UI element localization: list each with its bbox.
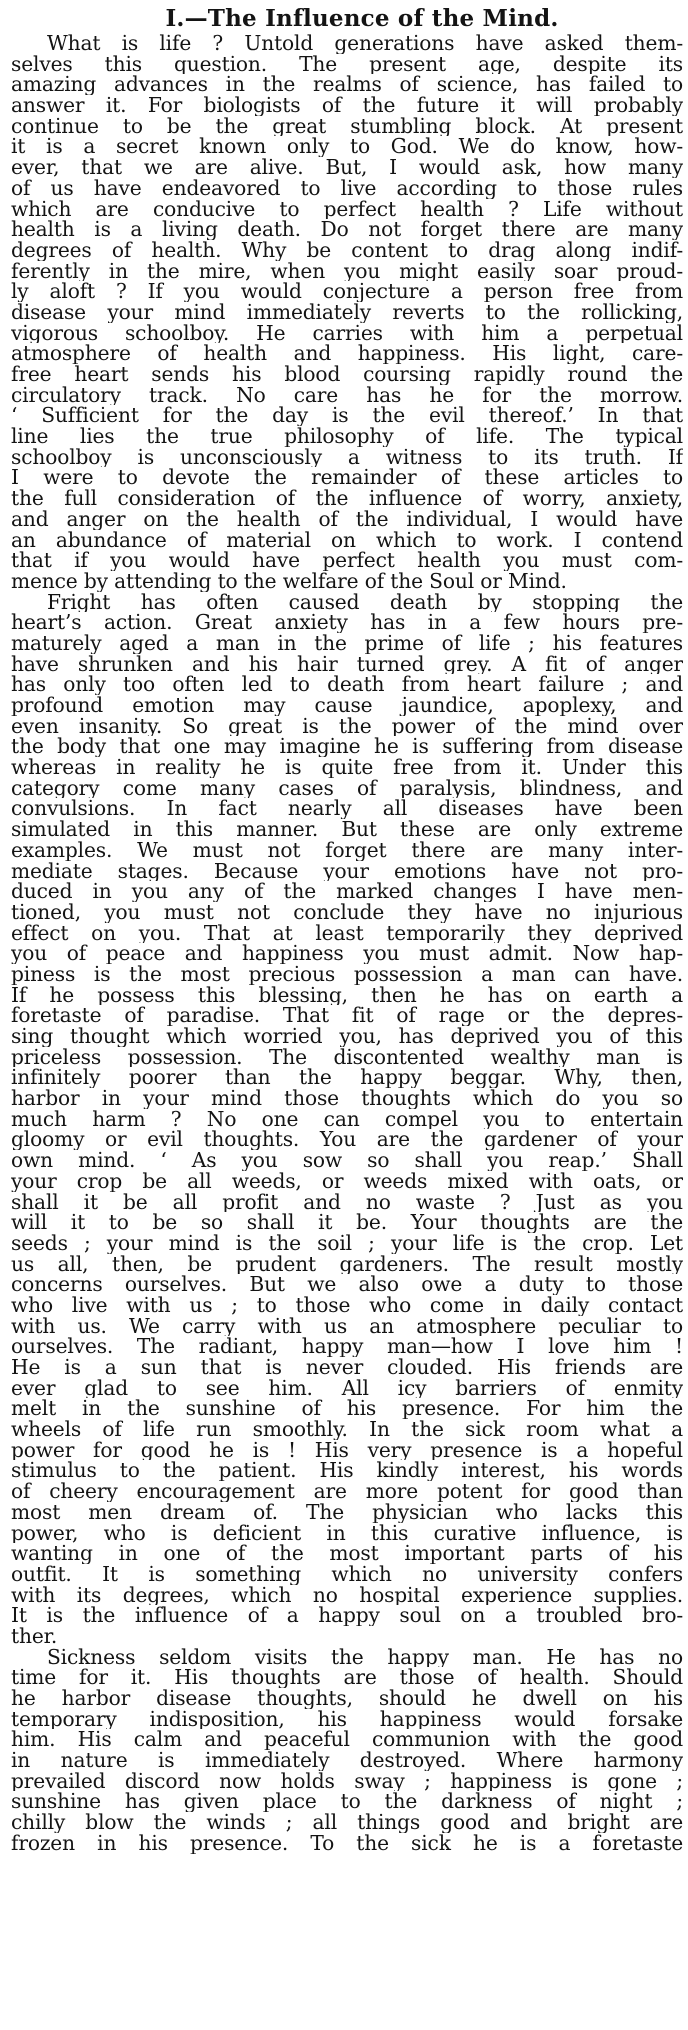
text-line: ever glad to see him. All icy barriers of enmity xyxy=(11,1377,683,1399)
text-line: power for good he is ! His very presence is a hopeful xyxy=(11,1439,683,1461)
text-line: has only too often led to death from heart failure ; and xyxy=(11,674,683,695)
text-line: in nature is immediately destroyed. Where harmony xyxy=(11,1750,683,1771)
text-line: mediate stages. Because your emotions have not pro- xyxy=(11,860,683,882)
text-line: examples. We must not forget there are many inter- xyxy=(11,839,683,861)
text-line: selves this question. The present age, despite its xyxy=(11,53,683,75)
text-line: priceless possession. The discontented wealthy man is xyxy=(11,1046,683,1068)
text-line: duced in you any of the marked changes I have men- xyxy=(11,881,683,902)
text-line: sunshine has given place to the darkness of night ; xyxy=(11,1791,683,1813)
text-line: What is life ? Untold generations have asked them- xyxy=(47,33,683,54)
text-line: profound emotion may cause jaundice, apoplexy, and xyxy=(11,695,683,716)
text-line: wheels of life run smoothly. In the sick room what a xyxy=(11,1419,683,1440)
text-line: atmosphere of health and happiness. His light, care- xyxy=(11,343,683,364)
text-line: an abundance of material on which to work. I contend xyxy=(11,529,683,551)
text-line: of us have endeavored to live according to those rules xyxy=(11,177,683,199)
text-line: degrees of health. Why be content to drag along indif- xyxy=(11,239,683,261)
text-line: sing thought which worried you, has deprived you of this xyxy=(11,1026,683,1047)
text-line: him. His calm and peaceful communion with the good xyxy=(11,1729,683,1751)
text-line: health is a living death. Do not forget there are many xyxy=(11,219,683,240)
text-line: ferently in the mire, when you might easily soar proud- xyxy=(11,260,683,282)
text-line: he harbor disease thoughts, should he dwell on his xyxy=(11,1688,683,1709)
text-line: infinitely poorer than the happy beggar. Why, then, xyxy=(11,1067,683,1089)
text-line: own mind. ‘ As you sow so shall you reap.’ Shall xyxy=(11,1150,683,1171)
text-line: ther. xyxy=(11,1625,58,1647)
text-line: circulatory track. No care has he for the morrow. xyxy=(11,384,683,406)
text-line: much harm ? No one can compel you to entertain xyxy=(11,1108,683,1130)
text-line: maturely aged a man in the prime of life ; his features xyxy=(11,632,683,654)
text-line: prevailed discord now holds sway ; happiness is gone ; xyxy=(11,1770,683,1792)
text-line: us all, then, be prudent gardeners. The result mostly xyxy=(11,1253,683,1275)
text-line: of cheery encouragement are more potent for good than xyxy=(11,1481,683,1502)
text-line: If he possess this blessing, then he has on earth a xyxy=(11,984,683,1006)
text-line: answer it. For biologists of the future it will probably xyxy=(11,95,683,116)
text-line: your crop be all weeds, or weeds mixed with oats, or xyxy=(11,1170,683,1192)
text-line: tioned, you must not conclude they have no injurious xyxy=(11,901,683,923)
text-line: temporary indisposition, his happiness would forsake xyxy=(11,1708,683,1730)
text-line: ly aloft ? If you would conjecture a person free from xyxy=(11,281,683,302)
text-line: that if you would have perfect health you must com- xyxy=(11,550,683,571)
text-line: outfit. It is something which no university confers xyxy=(11,1563,683,1585)
text-line: with us. We carry with us an atmosphere peculiar to xyxy=(11,1315,683,1337)
text-line: chilly blow the winds ; all things good and bright are xyxy=(11,1812,683,1833)
text-line: mence by attending to the welfare of the Soul or Mind. xyxy=(11,570,567,592)
text-line: gloomy or evil thoughts. You are the gardener of your xyxy=(11,1129,683,1151)
text-line: simulated in this manner. But these are only extreme xyxy=(11,819,683,840)
text-line: It is the influence of a happy soul on a troubled bro- xyxy=(11,1605,683,1626)
text-line: most men dream of. The physician who lacks this xyxy=(11,1501,683,1523)
text-line: which are conducive to perfect health ? Life without xyxy=(11,198,683,220)
text-line: piness is the most precious possession a man can have. xyxy=(11,963,683,985)
text-line: wanting in one of the most important parts of his xyxy=(11,1543,683,1564)
text-line: have shrunken and his hair turned grey. A fit of anger xyxy=(11,653,683,675)
text-line: convulsions. In fact nearly all diseases have been xyxy=(11,798,683,820)
text-line: amazing advances in the realms of science, has failed to xyxy=(11,74,683,96)
text-line: you of peace and happiness you must admit. Now hap- xyxy=(11,943,683,964)
text-line: schoolboy is unconsciously a witness to its truth. If xyxy=(11,446,683,468)
paragraph-3 xyxy=(11,1647,683,1854)
text-line: continue to be the great stumbling block. At present xyxy=(11,115,683,137)
text-line: shall it be all profit and no waste ? Just as you xyxy=(11,1191,683,1213)
text-line: stimulus to the patient. His kindly interest, his words xyxy=(11,1460,683,1482)
text-line: Fright has often caused death by stopping the xyxy=(47,591,683,613)
text-line: heart’s action. Great anxiety has in a few hours pre- xyxy=(11,612,683,633)
paragraph-1 xyxy=(11,33,683,592)
paragraph-2 xyxy=(11,592,683,1647)
text-line: line lies the true philosophy of life. The typical xyxy=(11,426,683,447)
text-line: will it to be so shall it be. Your thoughts are the xyxy=(11,1212,683,1233)
text-line: disease your mind immediately reverts to the rollicking, xyxy=(11,301,683,323)
text-line: it is a secret known only to God. We do know, how- xyxy=(11,136,683,158)
text-line: who live with us ; to those who come in daily contact xyxy=(11,1294,683,1316)
text-line: power, who is deficient in this curative influence, is xyxy=(11,1522,683,1544)
text-line: melt in the sunshine of his presence. For him the xyxy=(11,1398,683,1420)
article-heading: I.—The Influence of the Mind. xyxy=(165,5,559,32)
text-line: frozen in his presence. To the sick he is a foretaste xyxy=(11,1832,683,1854)
text-line: ourselves. The radiant, happy man—how I love him ! xyxy=(11,1336,683,1357)
text-line: seeds ; your mind is the soil ; your life is the crop. Let xyxy=(11,1232,683,1254)
text-line: and anger on the health of the individual, I would have xyxy=(11,508,683,530)
text-line: vigorous schoolboy. He carries with him a perpetual xyxy=(11,322,683,344)
text-line: ‘ Sufficient for the day is the evil thereof.’ In that xyxy=(11,405,683,427)
text-line: foretaste of paradise. That fit of rage or the depres- xyxy=(11,1005,683,1026)
text-line: free heart sends his blood coursing rapidly round the xyxy=(11,364,683,385)
text-line: whereas in reality he is quite free from it. Under this xyxy=(11,757,683,778)
text-line: even insanity. So great is the power of the mind over xyxy=(11,715,683,737)
text-line: I were to devote the remainder of these articles to xyxy=(11,467,683,489)
text-line: effect on you. That at least temporarily they deprived xyxy=(11,922,683,944)
text-line: ever, that we are alive. But, I would ask, how many xyxy=(11,157,683,178)
text-line: the body that one may imagine he is suffering from disease xyxy=(11,736,683,758)
text-line: the full consideration of the influence of worry, anxiety, xyxy=(11,488,683,509)
text-line: concerns ourselves. But we also owe a duty to those xyxy=(11,1274,683,1295)
text-line: with its degrees, which no hospital experience supplies. xyxy=(11,1584,683,1606)
text-line: He is a sun that is never clouded. His friends are xyxy=(11,1357,683,1378)
text-line: category come many cases of paralysis, blindness, and xyxy=(11,777,683,799)
text-line: harbor in your mind those thoughts which do you so xyxy=(11,1088,683,1109)
article-column xyxy=(11,4,683,1854)
text-line: Sickness seldom visits the happy man. He has no xyxy=(47,1646,683,1668)
text-line: time for it. His thoughts are those of health. Should xyxy=(11,1667,683,1688)
